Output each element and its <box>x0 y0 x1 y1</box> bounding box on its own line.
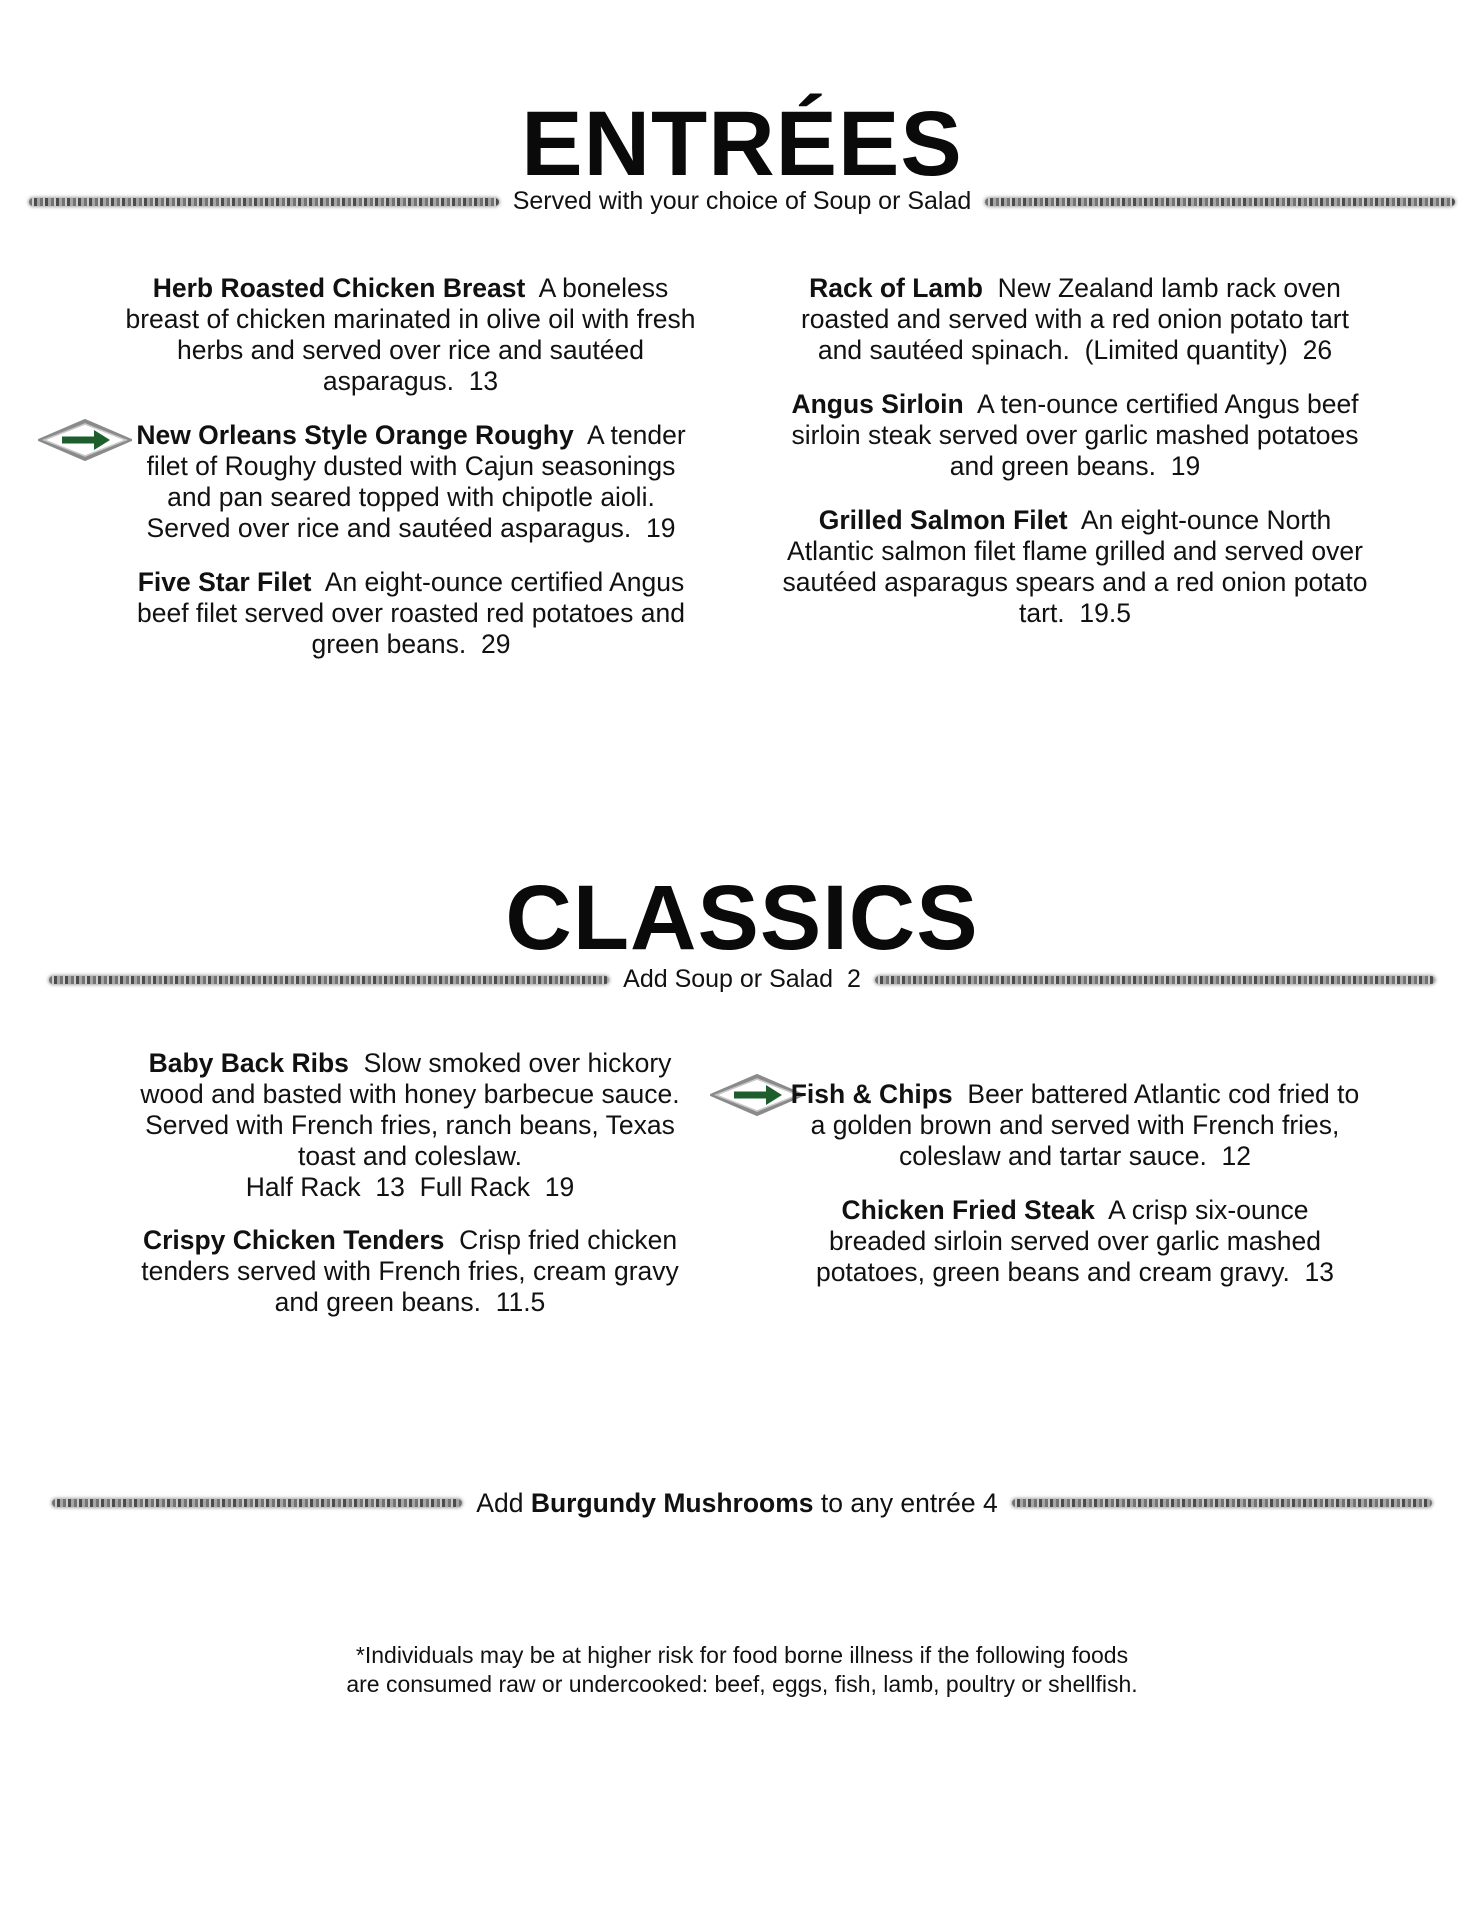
item-name: Baby Back Ribs <box>148 1048 349 1078</box>
warning-line: are consumed raw or undercooked: beef, eggs, fish, lamb, poultry or shellfish. <box>346 1671 1138 1697</box>
item-name: Fish & Chips <box>790 1079 953 1109</box>
classics-title: CLASSICS <box>505 867 979 969</box>
divider-rule <box>875 976 1435 984</box>
divider-rule <box>1012 1499 1432 1507</box>
divider-rule <box>52 1499 462 1507</box>
item-desc: A crisp six-ounce breaded sirloin served over garlic mashed potatoes, green beans and cream gravy. <box>815 1195 1321 1287</box>
classics-subtitle: Add Soup or Salad 2 <box>623 965 861 993</box>
item-name: New Orleans Style Orange Roughy <box>136 420 574 450</box>
item-desc: Slow smoked over hickory wood and basted with honey barbecue sauce. Served with French fries, ranch beans, Texas toast and coleslaw. <box>140 1048 680 1171</box>
menu-item <box>130 1225 690 1318</box>
menu-item <box>780 505 1370 629</box>
item-note: (Limited quantity) <box>1084 335 1288 365</box>
divider-rule <box>49 976 609 984</box>
item-desc: An eight-ounce certified Angus beef filet served over roasted red potatoes and green beans. <box>136 567 685 659</box>
item-price: 13 <box>1304 1257 1335 1287</box>
menu-item <box>780 389 1370 482</box>
addon-row <box>0 1490 1484 1517</box>
item-price: 19.5 <box>1079 598 1131 628</box>
item-desc: A boneless breast of chicken marinated in olive oil with fresh herbs and served over rice and sautéed asparagus. <box>125 273 696 396</box>
arrow-diamond-icon <box>38 418 132 462</box>
item-price: 26 <box>1302 335 1333 365</box>
item-name: Crispy Chicken Tenders <box>142 1225 445 1255</box>
item-name: Angus Sirloin <box>791 389 964 419</box>
item-name: Chicken Fried Steak <box>841 1195 1095 1225</box>
divider-rule <box>29 198 499 206</box>
entrees-subtitle-row <box>0 189 1484 214</box>
menu-item <box>126 567 696 660</box>
warning-line: *Individuals may be at higher risk for food borne illness if the following foods <box>355 1642 1129 1668</box>
item-price: 11.5 <box>495 1287 546 1317</box>
item-desc: Beer battered Atlantic cod fried to a golden brown and served with French fries, coleslaw and tartar sauce. <box>810 1079 1360 1171</box>
item-price: 13 <box>468 366 499 396</box>
classics-subtitle-row <box>0 967 1484 992</box>
addon-item: Burgundy Mushrooms <box>530 1488 814 1518</box>
item-name: Herb Roasted Chicken Breast <box>152 273 526 303</box>
divider-rule <box>985 198 1455 206</box>
item-desc: New Zealand lamb rack oven roasted and served with a red onion potato tart and sautéed spinach. <box>800 273 1349 365</box>
item-price: 19 <box>645 513 676 543</box>
item-desc: Crisp fried chicken tenders served with French fries, cream gravy and green beans. <box>141 1225 679 1317</box>
item-price: Half Rack 13 Full Rack 19 <box>245 1172 575 1202</box>
addon-text: Add Burgundy Mushrooms to any entrée 4 <box>476 1488 998 1518</box>
item-price: 29 <box>480 629 511 659</box>
menu-item <box>790 1079 1360 1172</box>
item-name: Grilled Salmon Filet <box>818 505 1068 535</box>
menu-item <box>118 273 703 397</box>
entrees-title: ENTRÉES <box>521 93 963 195</box>
menu-item <box>126 420 696 544</box>
menu-item <box>785 273 1365 366</box>
entrees-subtitle: Served with your choice of Soup or Salad <box>512 187 972 215</box>
food-safety-warning <box>0 1641 1484 1699</box>
menu-item <box>800 1195 1350 1288</box>
menu-item <box>130 1048 690 1203</box>
item-price: 19 <box>1170 451 1201 481</box>
item-desc: An eight-ounce North Atlantic salmon filet flame grilled and served over sautéed asparagus spears and a red onion potato tart. <box>782 505 1368 628</box>
item-name: Rack of Lamb <box>809 273 983 303</box>
item-price: 12 <box>1221 1141 1252 1171</box>
item-desc: A tender filet of Roughy dusted with Cajun seasonings and pan seared topped with chipotle aioli. Served over rice and sautéed asparagus. <box>146 420 686 543</box>
item-name: Five Star Filet <box>137 567 312 597</box>
item-desc: A ten-ounce certified Angus beef sirloin steak served over garlic mashed potatoes and green beans. <box>791 389 1359 481</box>
